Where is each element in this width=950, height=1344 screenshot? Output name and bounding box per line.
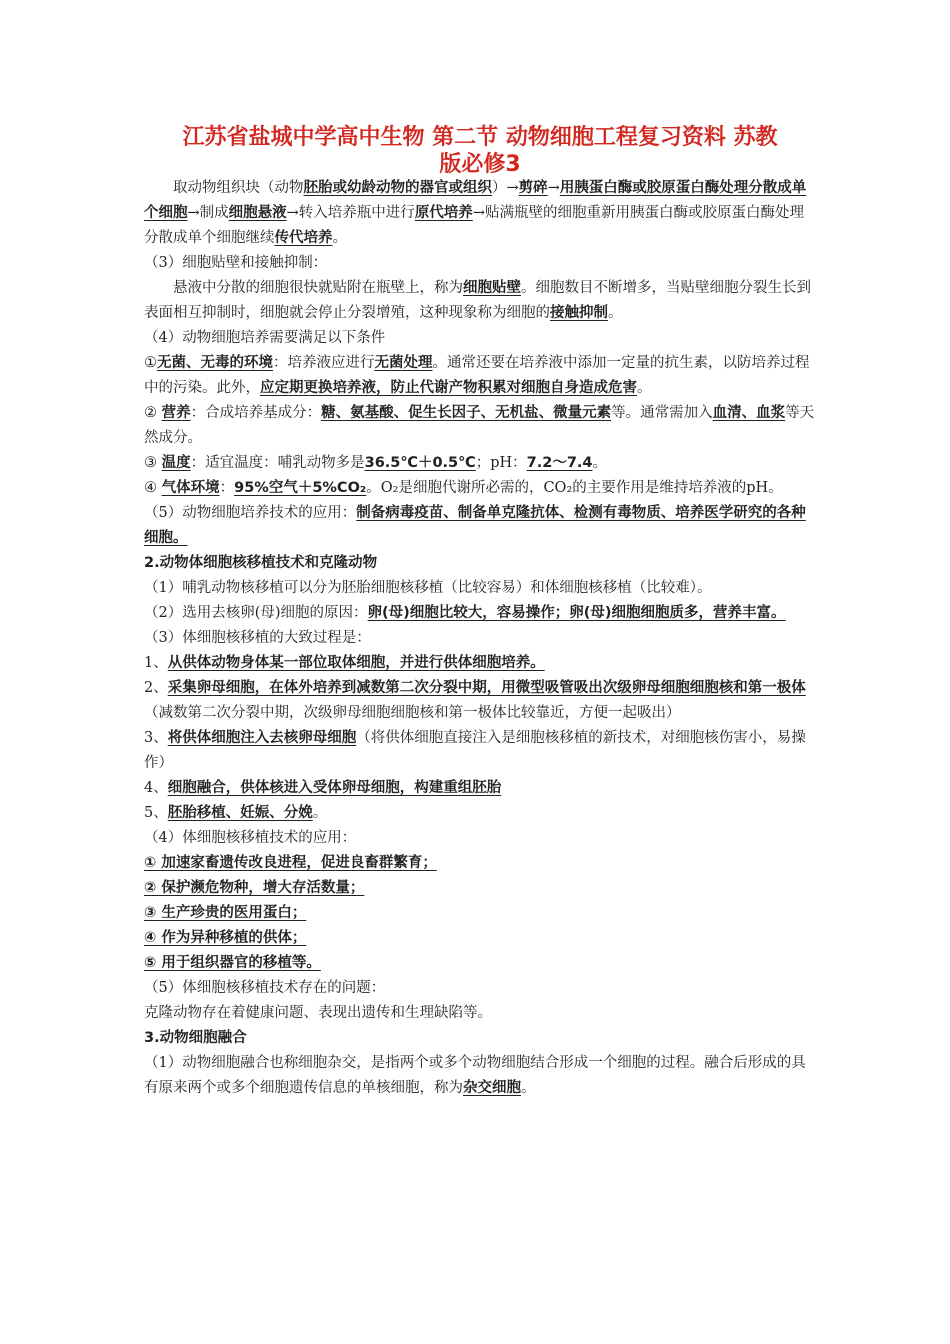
nt-item-5: （5）体细胞核移植技术存在的问题：	[144, 980, 386, 996]
nt-item-1: （1）哺乳动物核移植可以分为胚胎细胞核移植（比较容易）和体细胞核移植（比较难）。	[144, 580, 712, 596]
application-item-5: ⑤ 用于组织器官的移植等。	[144, 955, 321, 971]
step-4: 4、细胞融合，供体核进入受体卵母细胞，构建重组胚胎	[144, 780, 502, 796]
condition-nutrition: ② 营养：合成培养基成分：糖、氨基酸、促生长因子、无机盐、微量元素等。通常需加入血清、血浆等天然成分。	[144, 405, 815, 446]
nt-item-5-text: 克隆动物存在着健康问题、表现出遗传和生理缺陷等。	[144, 1005, 492, 1021]
step-1: 1、从供体动物身体某一部位取体细胞，并进行供体细胞培养。	[144, 655, 545, 671]
step-3: 3、将供体细胞注入去核卵母细胞（将供体细胞直接注入是细胞核移植的新技术，对细胞核伤害小，易操作）	[144, 730, 806, 771]
nt-item-2: （2）选用去核卵(母)细胞的原因：卵(母)细胞比较大，容易操作；卵(母)细胞细胞质多，营养丰富。	[144, 605, 786, 621]
application-item-2: ② 保护濒危物种，增大存活数量；	[144, 880, 365, 896]
document-title	[150, 124, 810, 178]
application-item-4: ④ 作为异种移植的供体；	[144, 930, 307, 946]
nt-item-4: （4）体细胞核移植技术的应用：	[144, 830, 357, 846]
condition-temperature: ③ 温度：适宜温度：哺乳动物多是36.5℃＋0.5℃；pH：7.2～7.4。	[144, 455, 608, 471]
condition-sterile: ①无菌、无毒的环境：培养液应进行无菌处理。通常还要在培养液中添加一定量的抗生素，以防培养过程中的污染。此外，应定期更换培养液，防止代谢产物积累对细胞自身造成危害。	[144, 355, 810, 396]
document-body	[144, 176, 816, 1101]
title-line-1: 江苏省盐城中学高中生物 第二节 动物细胞工程复习资料 苏教	[182, 125, 778, 150]
fusion-item-1: （1）动物细胞融合也称细胞杂交，是指两个或多个动物细胞结合形成一个细胞的过程。融合后形成的具有原来两个或多个细胞遗传信息的单核细胞，称为杂交细胞。	[144, 1055, 806, 1096]
heading-cell-fusion: 3.动物细胞融合	[144, 1030, 247, 1046]
application-item-1: ① 加速家畜遗传改良进程，促进良畜群繁育；	[144, 855, 437, 871]
heading-nuclear-transfer: 2.动物体细胞核移植技术和克隆动物	[144, 555, 378, 571]
nt-item-3: （3）体细胞核移植的大致过程是：	[144, 630, 371, 646]
step-5: 5、胚胎移植、妊娠、分娩。	[144, 805, 328, 821]
section-applications: （5）动物细胞培养技术的应用：制备病毒疫苗、制备单克隆抗体、检测有毒物质、培养医学研究的各种细胞。	[144, 505, 806, 546]
step-2: 2、采集卵母细胞，在体外培养到减数第二次分裂中期，用微型吸管吸出次级卵母细胞细胞核和第一极体（减数第二次分裂中期，次级卵母细胞细胞核和第一极体比较靠近，方便一起吸出）	[144, 680, 806, 721]
section-heading-conditions: （4）动物细胞培养需要满足以下条件	[144, 330, 386, 346]
condition-gas: ④ 气体环境：95%空气＋5%CO₂。O₂是细胞代谢所必需的，CO₂的主要作用是维持培养液的pH。	[144, 480, 783, 496]
paragraph-culture-procedure: 取动物组织块（动物胚胎或幼龄动物的器官或组织）→剪碎→用胰蛋白酶或胶原蛋白酶处理分散成单个细胞→制成细胞悬液→转入培养瓶中进行原代培养→贴满瓶壁的细胞重新用胰蛋白酶或胶原蛋白酶处理分散成单个细胞继续传代培养。	[144, 180, 807, 246]
title-line-2: 版必修3	[439, 152, 521, 177]
section-heading-adhesion: （3）细胞贴壁和接触抑制：	[144, 255, 328, 271]
paragraph-adhesion: 悬液中分散的细胞很快就贴附在瓶壁上，称为细胞贴壁。细胞数目不断增多，当贴壁细胞分裂生长到表面相互抑制时，细胞就会停止分裂增殖，这种现象称为细胞的接触抑制。	[144, 280, 811, 321]
application-item-3: ③ 生产珍贵的医用蛋白；	[144, 905, 307, 921]
